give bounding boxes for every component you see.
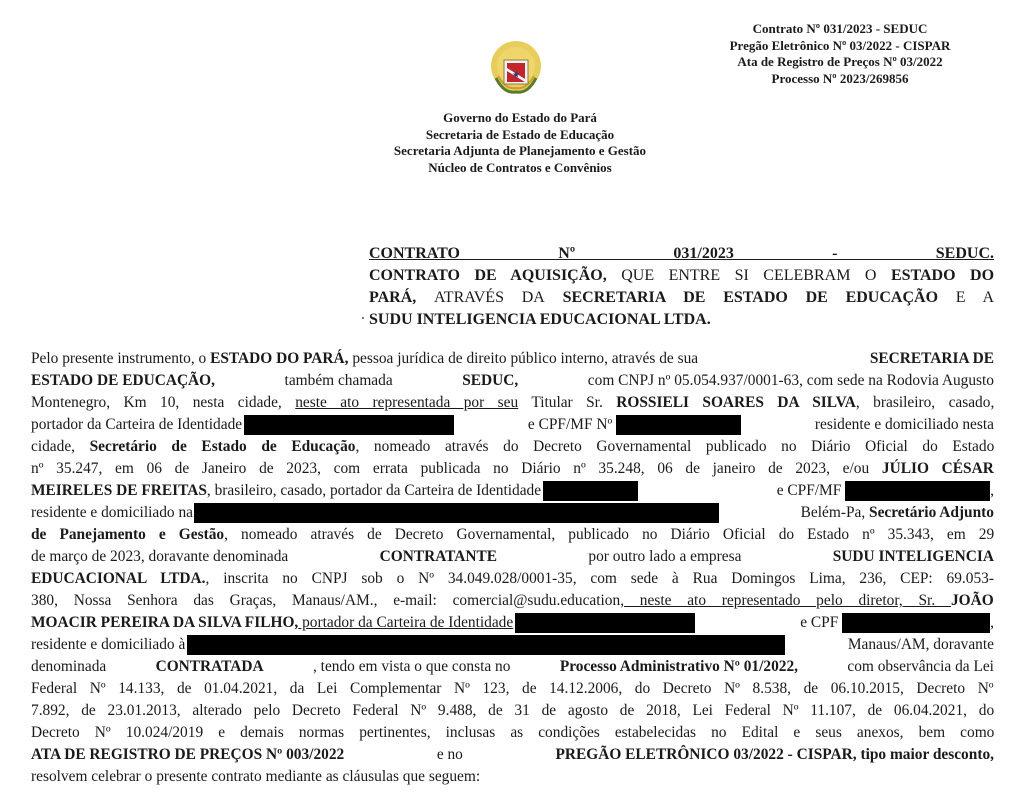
text-segment: e CPF , <box>800 612 994 634</box>
text-line <box>31 568 994 590</box>
contract-title-block <box>369 243 994 331</box>
text-segment: 7.892, de 23.01.2013, alterado pelo Decreto Federal Nº 9.488, de 31 de agosto de 2018, Lei Federal Nº 11.107, de 06.04.2021, do <box>31 702 995 719</box>
text-segment: PREGÃO ELETRÔNICO 03/2022 - CISPAR, tipo maior desconto, <box>555 746 994 763</box>
text-segment: por outro lado a empresa <box>588 548 742 565</box>
text-segment: SEDUC, <box>462 372 519 389</box>
text-segment: Processo Administrativo Nº 01/2022, <box>559 658 799 675</box>
document-reference-header <box>690 21 990 87</box>
text-segment: residente e domiciliado nesta <box>814 416 994 433</box>
title-segment: E A <box>955 289 995 306</box>
government-name: Governo do Estado do Pará <box>443 110 597 125</box>
text-segment: com CNPJ nº 05.054.937/0001-63, com sede na Rodovia Augusto <box>587 372 994 389</box>
text-line <box>31 766 994 788</box>
ata-ref: Ata de Registro de Preços Nº 03/2022 <box>737 54 943 69</box>
text-segment: de Panejamento e Gestão, nomeado através de Decreto Governamental, publicado no Diário Oficial do Estado nº 35.343, em 29 <box>31 526 995 543</box>
scan-speck <box>362 317 364 319</box>
text-segment: ATA DE REGISTRO DE PREÇOS Nº 003/2022 <box>31 746 345 763</box>
text-line <box>31 348 994 370</box>
text-segment: SECRETARIA DE <box>869 350 994 367</box>
redacted-address <box>187 635 785 655</box>
text-line <box>31 546 994 568</box>
pregao-ref: Pregão Eletrônico Nº 03/2022 - CISPAR <box>729 37 951 53</box>
contract-title-line: SUDU INTELIGENCIA EDUCACIONAL LTDA. <box>369 311 711 328</box>
text-line <box>31 370 994 392</box>
title-segment: CONTRATO DE AQUISIÇÃO, <box>369 267 607 284</box>
redacted-cpf <box>842 613 990 633</box>
text-segment: Manaus/AM, doravante <box>847 636 994 653</box>
institution-header <box>350 110 690 176</box>
secretariat-name: Secretaria de Estado de Educação <box>425 126 615 142</box>
text-segment: CONTRATANTE <box>379 548 498 565</box>
text-segment: de março de 2023, doravante denominada <box>31 548 289 565</box>
processo-ref: Processo Nº 2023/269856 <box>771 70 909 86</box>
text-segment: portador da Carteira de Identidade <box>31 414 454 436</box>
text-segment: ESTADO DE EDUCAÇÃO, <box>31 372 215 389</box>
text-line <box>31 458 994 480</box>
text-segment: Decreto Nº 10.024/2019 e demais normas pertinentes, inclusas as condições estabelecidas no Edital e seus anexos, bem como <box>31 724 995 741</box>
text-segment: cidade, Secretário de Estado de Educação, nomeado através do Decreto Governamental publicado no Diário Oficial do Estado <box>31 438 995 455</box>
contract-title-line <box>369 265 994 287</box>
text-segment: Pelo presente instrumento, o ESTADO DO PARÁ, pessoa jurídica de direito público interno, através de sua <box>31 350 699 367</box>
text-line <box>31 392 994 414</box>
text-segment: 380, Nossa Senhora das Graças, Manaus/AM., e-mail: comercial@sudu.education, neste ato representado pelo diretor, Sr. JOÃO <box>31 592 994 609</box>
text-segment: , tendo em vista o que consta no <box>312 658 511 675</box>
title-segment: PARÁ, <box>369 289 417 306</box>
text-segment: também chamada <box>284 372 393 389</box>
adjunct-secretariat-name: Secretaria Adjunta de Planejamento e Gestão <box>393 143 647 158</box>
text-segment: residente e domiciliado à <box>31 634 785 656</box>
redacted-cpf <box>845 481 990 501</box>
text-line <box>31 590 994 612</box>
text-line <box>31 678 994 700</box>
text-line <box>31 744 994 766</box>
contract-preamble <box>31 348 994 788</box>
text-line <box>31 656 994 678</box>
contract-title-line <box>369 287 994 309</box>
text-segment: SUDU INTELIGENCIA <box>832 548 994 565</box>
redacted-address <box>194 503 719 523</box>
text-line <box>31 436 994 458</box>
text-segment: e CPF/MF Nº <box>528 414 741 436</box>
coat-of-arms-icon <box>484 38 548 102</box>
text-segment: MEIRELES DE FREITAS, brasileiro, casado, portador da Carteira de Identidade <box>31 480 638 502</box>
text-line <box>31 480 994 502</box>
text-line <box>31 612 994 634</box>
text-segment: Belém-Pa, Secretário Adjunto <box>800 504 994 521</box>
text-line <box>31 700 994 722</box>
title-segment: ESTADO DO <box>890 267 995 284</box>
text-line <box>31 524 994 546</box>
text-segment: CONTRATADA <box>155 658 264 675</box>
text-line <box>31 722 994 744</box>
text-segment: com observância da Lei <box>847 658 994 675</box>
department-name: Núcleo de Contratos e Convênios <box>428 159 612 175</box>
text-segment: resolvem celebrar o presente contrato mediante as cláusulas que seguem: <box>31 768 481 785</box>
contract-number-ref: Contrato Nº 031/2023 - SEDUC <box>752 21 928 36</box>
text-segment: EDUCACIONAL LTDA., inscrita no CNPJ sob o Nº 34.049.028/0001-35, com sede à Rua Domingos Lima, 236, CEP: 69.053- <box>31 570 994 587</box>
text-line <box>31 634 994 656</box>
redacted-cpf <box>616 415 741 435</box>
title-segment: QUE ENTRE SI CELEBRAM O <box>621 267 877 284</box>
text-line <box>31 414 994 436</box>
text-segment: MOACIR PEREIRA DA SILVA FILHO, portador da Carteira de Identidade <box>31 612 695 634</box>
text-segment: e no <box>436 746 463 763</box>
text-segment: Federal Nº 14.133, de 01.04.2021, da Lei Complementar Nº 123, de 14.12.2006, do Decreto Nº 8.538, de 06.10.2015, Decreto Nº <box>31 680 994 697</box>
text-segment: e CPF/MF , <box>777 480 994 502</box>
title-segment: ATRAVÉS DA <box>434 289 545 306</box>
contract-title-number: CONTRATO Nº 031/2023 - SEDUC. <box>369 245 994 262</box>
text-segment: Montenegro, Km 10, nesta cidade, neste ato representada por seu Titular Sr. ROSSIELI SOARES DA SILVA, brasileiro, casado, <box>31 394 995 411</box>
text-segment: nº 35.247, em 06 de Janeiro de 2023, com errata publicada no Diário nº 35.248, 06 de janeiro de 2023, e/ou JÚLIO CÉSAR <box>31 460 994 477</box>
redacted-id-number <box>515 613 695 633</box>
text-line <box>31 502 994 524</box>
title-segment: SECRETARIA DE ESTADO DE EDUCAÇÃO <box>562 289 939 306</box>
redacted-id-number <box>543 481 638 501</box>
redacted-id-number <box>244 415 454 435</box>
text-segment: denominada <box>31 658 107 675</box>
text-segment: residente e domiciliado na <box>31 502 719 524</box>
